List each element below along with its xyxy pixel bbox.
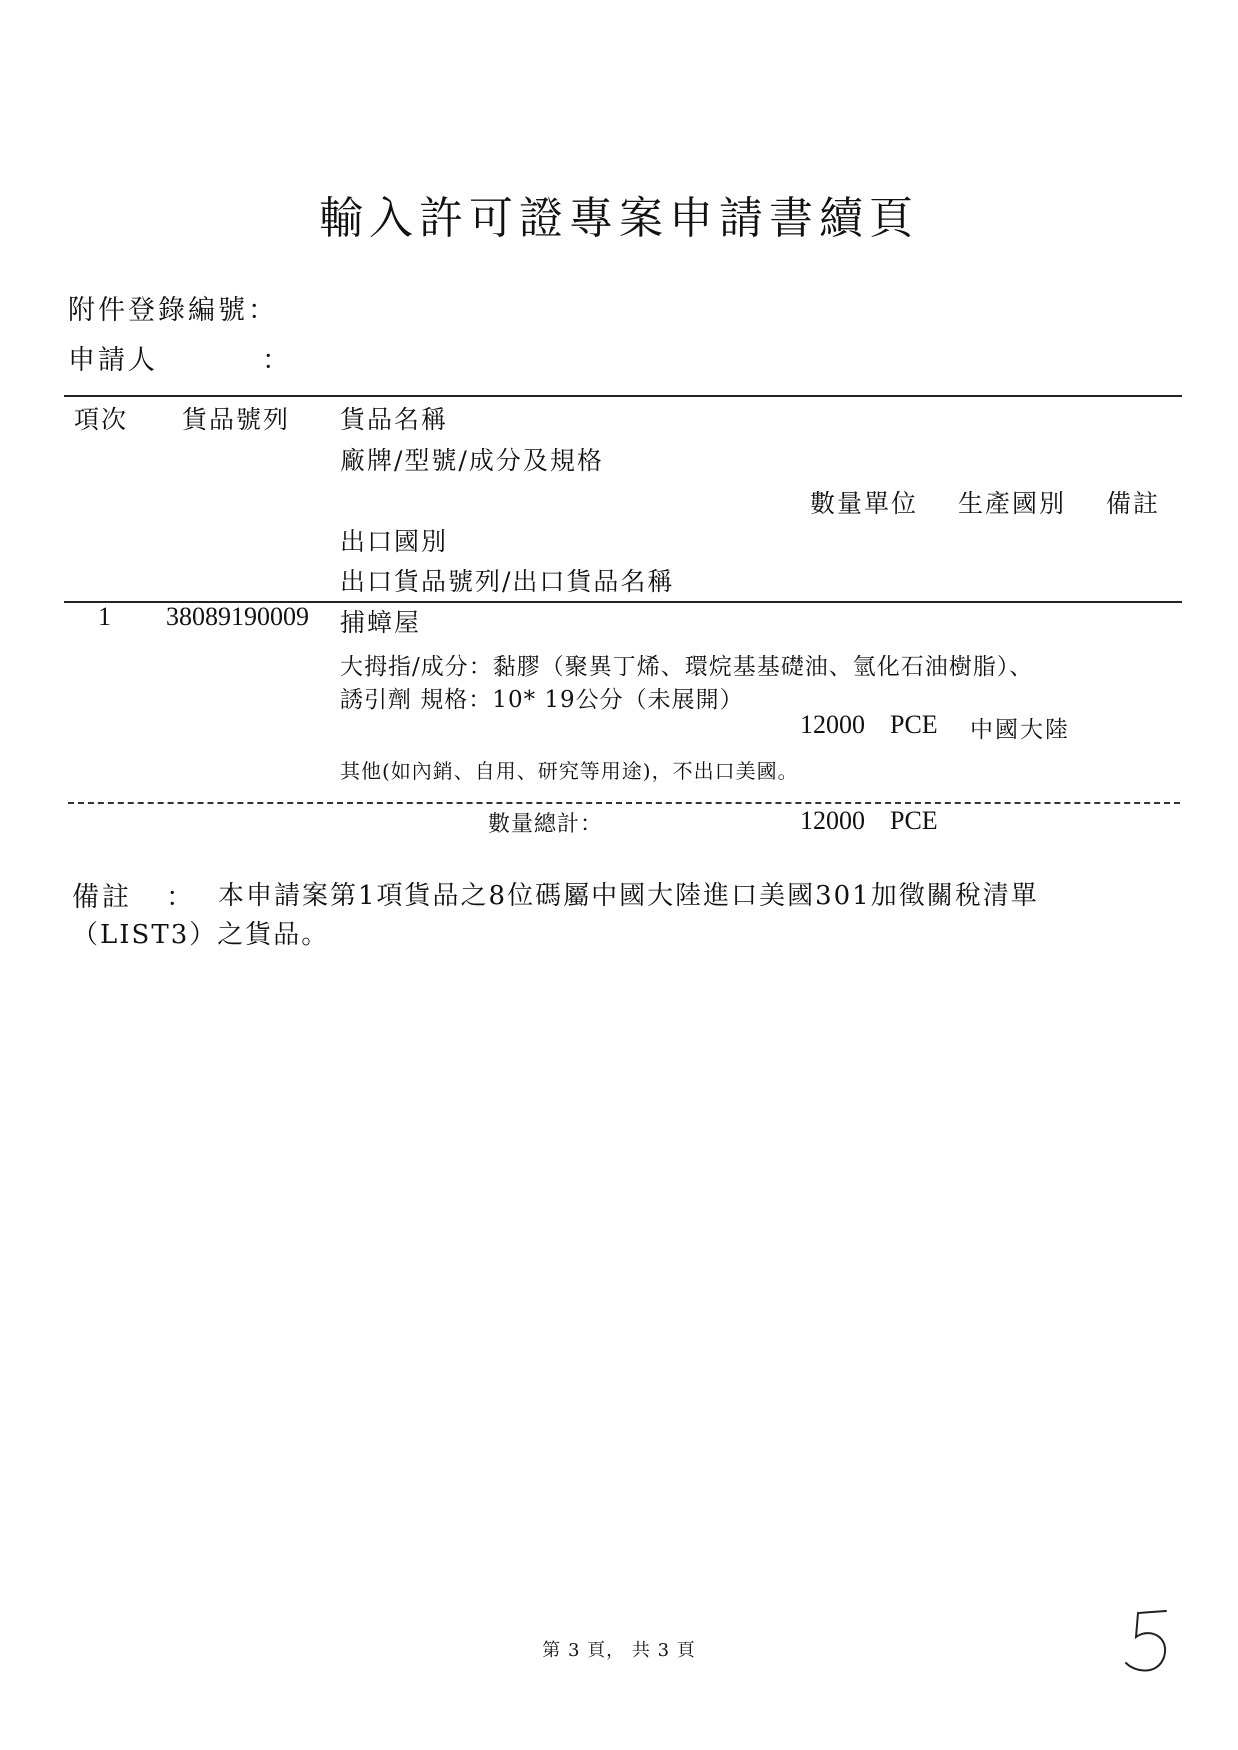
remark-label: 備註: [72, 882, 132, 913]
col-origin: 生產國別: [958, 489, 1067, 518]
col-goods-name: 貨品名稱: [340, 405, 449, 434]
col-remark: 備註: [1106, 489, 1161, 518]
applicant-colon: ：: [262, 345, 292, 376]
total-dashed-rule: [68, 802, 1180, 804]
remark-colon: ：: [166, 882, 196, 913]
item-spec-line1: 大拇指/成分：黏膠（聚異丁烯、環烷基基礎油、氫化石油樹脂）、: [340, 654, 1034, 680]
total-unit: PCE: [890, 806, 938, 835]
item-qty: 12000: [800, 710, 865, 739]
item-code: 38089190009: [166, 602, 309, 631]
total-label: 數量總計：: [488, 812, 604, 837]
col-export-country: 出口國別: [340, 527, 449, 556]
item-export-note: 其他(如內銷、自用、研究等用途)，不出口美國。: [340, 759, 799, 783]
item-origin: 中國大陸: [970, 717, 1070, 743]
item-no: 1: [98, 602, 111, 631]
item-unit: PCE: [890, 710, 938, 739]
remark-line2: （LIST3）之貨品。: [72, 920, 330, 950]
applicant-label: 申請人: [68, 345, 158, 376]
remark-line1: 本申請案第1項貨品之8位碼屬中國大陸進口美國301加徵關稅清單: [218, 881, 1039, 911]
header-top-rule: [64, 395, 1182, 397]
item-spec-line2: 誘引劑 規格：10* 19公分（未展開）: [340, 687, 744, 713]
col-qty-unit: 數量單位: [810, 489, 919, 518]
total-qty: 12000: [800, 806, 865, 835]
attachment-no-label: 附件登錄編號：: [68, 295, 278, 326]
page-footer: 第 3 頁， 共 3 頁: [542, 1640, 696, 1661]
col-item-no: 項次: [74, 405, 129, 434]
document-title: 輸入許可證專案申請書續頁: [319, 193, 919, 244]
col-brand-spec: 廠牌/型號/成分及規格: [340, 446, 604, 475]
col-goods-code: 貨品號列: [182, 405, 291, 434]
col-export-goods: 出口貨品號列/出口貨品名稱: [340, 567, 675, 596]
item-name: 捕蟑屋: [340, 608, 422, 637]
handwritten-number-5: [1120, 1603, 1180, 1683]
